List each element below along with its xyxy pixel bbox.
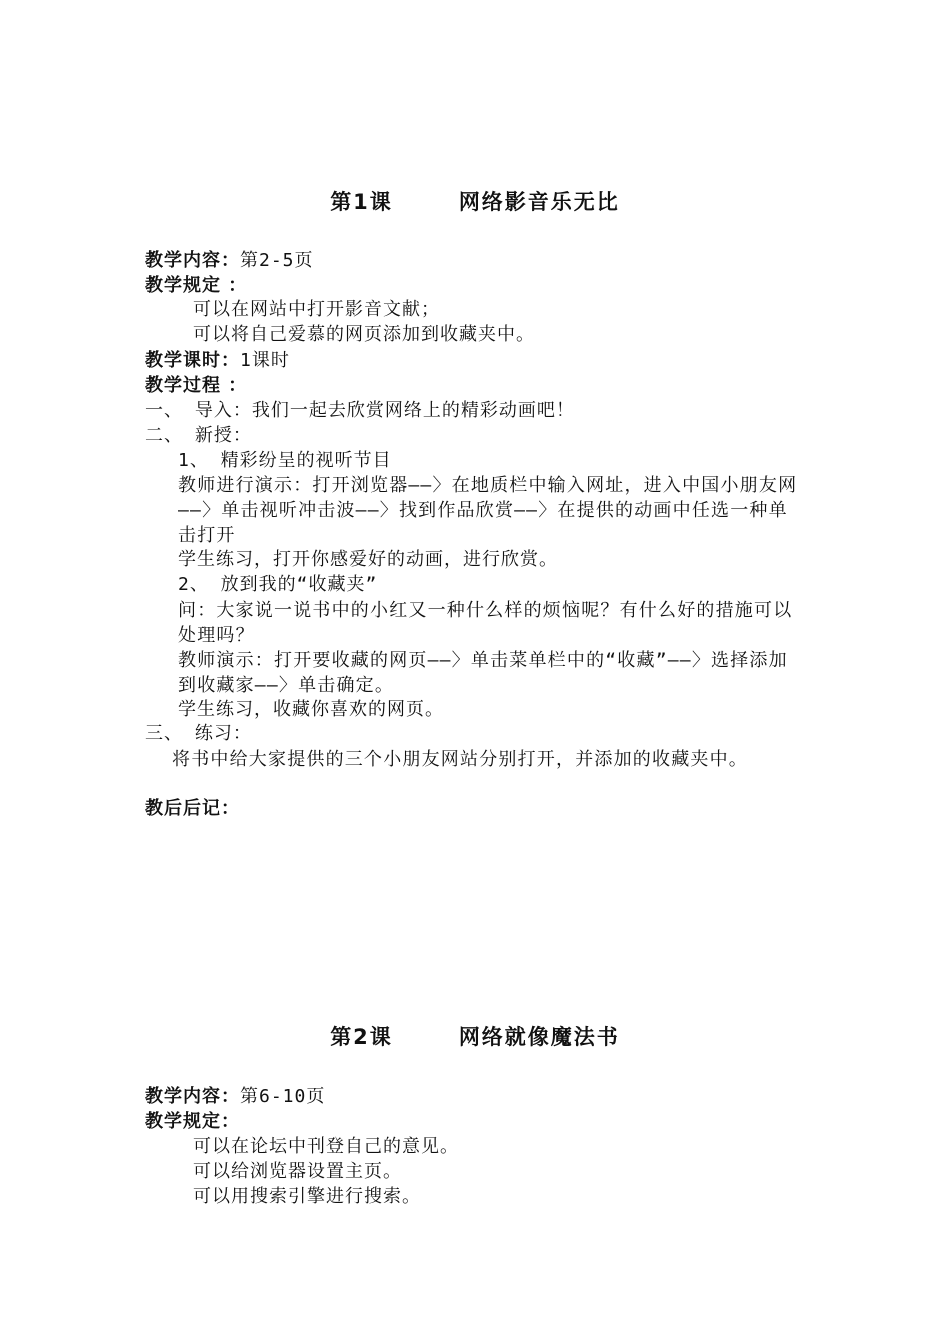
lesson1-requirement-item: 可以将自己爱慕的网页添加到收藏夹中。 bbox=[193, 324, 535, 345]
lesson1-step-new: 二、 新授： bbox=[145, 425, 252, 446]
lesson1-requirements-heading bbox=[145, 274, 247, 298]
lesson2-requirements-heading bbox=[145, 1110, 240, 1134]
lesson1-step-exercise: 三、 练习： bbox=[145, 723, 252, 744]
lesson1-step-intro: 一、 导入：我们一起去欣赏网络上的精彩动画吧！ bbox=[145, 400, 575, 421]
lesson1-content-line bbox=[145, 249, 314, 273]
lesson1-hours-line bbox=[145, 349, 290, 373]
lesson1-requirement-item: 可以在网站中打开影音文献； bbox=[193, 299, 440, 320]
lesson1-process-heading bbox=[145, 374, 247, 398]
lesson1-hours-value: 1课时 bbox=[240, 350, 290, 371]
lesson1-subsection-1-practice: 学生练习，打开你感爱好的动画，进行欣赏。 bbox=[178, 549, 558, 570]
lesson1-content-value: 第2-5页 bbox=[240, 250, 314, 271]
lesson1-process-label: 教学过程 ： bbox=[145, 375, 248, 396]
lesson2-requirement-item: 可以用搜索引擎进行搜索。 bbox=[193, 1186, 421, 1207]
lesson1-title bbox=[0, 186, 950, 216]
lesson1-title-name: 网络影音乐无比 bbox=[458, 190, 620, 214]
lesson2-content-line bbox=[145, 1085, 325, 1109]
lesson1-subsection-2-practice: 学生练习，收藏你喜欢的网页。 bbox=[178, 699, 444, 720]
lesson1-subsection-2-question: 问：大家说一说书中的小红又一种什么样的烦恼呢？有什么好的措施可以处理吗？ bbox=[178, 600, 793, 646]
lesson2-content-value: 第6-10页 bbox=[240, 1086, 326, 1107]
lesson1-notes-label: 教后后记： bbox=[145, 798, 240, 819]
lesson1-title-number: 第1课 bbox=[330, 190, 393, 214]
lesson1-exercise-text: 将书中给大家提供的三个小朋友网站分别打开，并添加的收藏夹中。 bbox=[172, 749, 748, 770]
lesson2-title-number: 第2课 bbox=[330, 1025, 393, 1049]
lesson1-subsection-2-demo: 教师演示：打开要收藏的网页——〉单击菜单栏中的“收藏”——〉选择添加到收藏家——〉单击确定。 bbox=[178, 650, 788, 696]
lesson2-title-name: 网络就像魔法书 bbox=[458, 1025, 620, 1049]
lesson1-subsection-1-title: 1、 精彩纷呈的视听节目 bbox=[178, 450, 392, 471]
lesson2-content-label: 教学内容： bbox=[145, 1086, 240, 1107]
lesson1-hours-label: 教学课时： bbox=[145, 350, 240, 371]
lesson1-content-label: 教学内容： bbox=[145, 250, 240, 271]
lesson2-requirement-item: 可以给浏览器设置主页。 bbox=[193, 1161, 402, 1182]
lesson1-notes-heading bbox=[145, 797, 240, 821]
lesson1-subsection-2-title: 2、 放到我的“收藏夹” bbox=[178, 574, 378, 595]
lesson2-title bbox=[0, 1021, 950, 1051]
lesson1-requirements-label: 教学规定 ： bbox=[145, 275, 248, 296]
lesson2-requirement-item: 可以在论坛中刊登自己的意见。 bbox=[193, 1136, 459, 1157]
lesson1-subsection-1-demo: 教师进行演示：打开浏览器——〉在地质栏中输入网址，进入中国小朋友网——〉单击视听冲击波——〉找到作品欣赏——〉在提供的动画中任选一种单击打开 bbox=[178, 475, 798, 546]
lesson2-requirements-label: 教学规定： bbox=[145, 1111, 240, 1132]
